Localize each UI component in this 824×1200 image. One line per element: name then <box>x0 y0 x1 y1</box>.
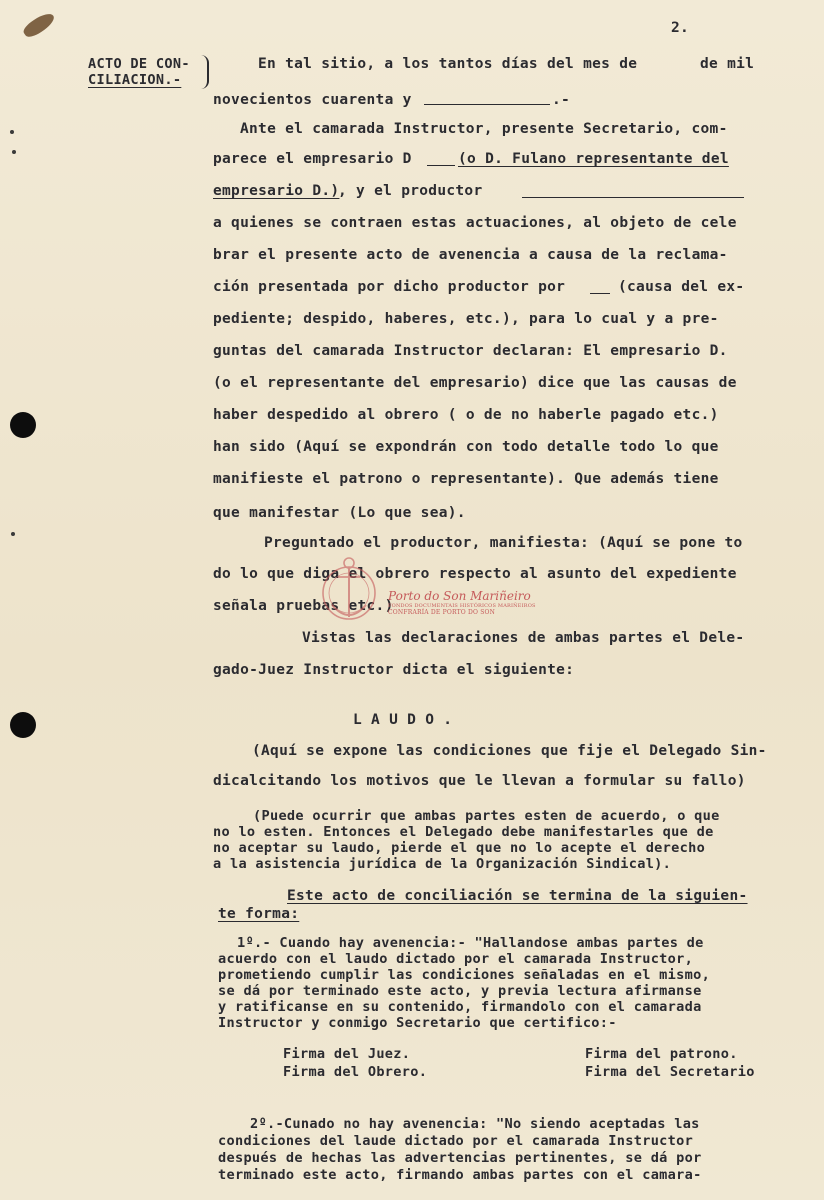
body-line: manifieste el patrono o representante). Que además tiene <box>213 471 719 487</box>
body-line: novecientos cuarenta y <box>213 92 412 108</box>
signature-secretario: Firma del Secretario <box>585 1064 755 1080</box>
blank-field <box>424 92 550 105</box>
body-line: pediente; despido, haberes, etc.), para lo cual y a pre- <box>213 311 719 327</box>
item1-line: prometiendo cumplir las condiciones señaladas en el mismo, <box>218 967 711 983</box>
punch-hole-bottom <box>10 712 36 738</box>
body-line: gado-Juez Instructor dicta el siguiente: <box>213 662 575 678</box>
body-line: (o D. Fulano representante del <box>458 151 729 167</box>
ink-stain <box>21 10 57 41</box>
item1-line: se dá por terminado este acto, y previa lectura afirmanse <box>218 983 702 999</box>
item1-line: Instructor y conmigo Secretario que certifico:- <box>218 1015 617 1031</box>
item1-line: y ratificanse en su contenido, firmandolo con el camarada <box>218 999 702 1015</box>
body-line: Vistas las declaraciones de ambas partes el Dele- <box>302 630 745 646</box>
punch-hole-top <box>10 412 36 438</box>
laudo-line: dicalcitando los motivos que le llevan a formular su fallo) <box>213 773 746 789</box>
body-line: En tal sitio, a los tantos días del mes de <box>258 56 638 72</box>
signature-obrero: Firma del Obrero. <box>283 1064 428 1080</box>
signature-juez: Firma del Juez. <box>283 1046 411 1062</box>
body-line: parece el empresario D <box>213 151 412 167</box>
page-number: 2. <box>671 20 690 36</box>
archive-watermark: Porto do Son Mariñeiro FONDOS DOCUMENTAIS HISTÓRICOS MARIÑEIROS CONFRARÍA DE PORTO DO SON <box>388 589 536 616</box>
body-line: que manifestar (Lo que sea). <box>213 505 466 521</box>
body-line: a quienes se contraen estas actuaciones, al objeto de cele <box>213 215 737 231</box>
body-line: do lo que diga el obrero respecto al asunto del expediente <box>213 566 737 582</box>
note-line: no aceptar su laudo, pierde el que no lo acepte el derecho <box>213 840 706 856</box>
blank-field <box>522 185 744 198</box>
body-line: (o el representante del empresario) dice que las causas de <box>213 375 737 391</box>
body-line: .- <box>552 92 571 108</box>
item2-line: condiciones del laude dictado por el camarada Instructor <box>218 1133 694 1149</box>
paper-speck <box>12 150 16 154</box>
margin-brace <box>197 55 209 89</box>
body-line: Ante el camarada Instructor, presente Secretario, com- <box>240 121 728 137</box>
item2-line: después de hechas las advertencias pertinentes, se dá por <box>218 1150 702 1166</box>
item1-line: 1º.- Cuando hay avenencia:- "Hallandose ambas partes de <box>237 935 704 951</box>
margin-heading-line1: ACTO DE CON- <box>88 56 190 72</box>
paper-speck <box>11 532 15 536</box>
body-line: Preguntado el productor, manifiesta: (Aquí se pone to <box>264 535 743 551</box>
item2-line: 2º.-Cunado no hay avenencia: "No siendo aceptadas las <box>250 1116 700 1132</box>
blank-field <box>590 281 610 294</box>
body-line: de mil <box>700 56 755 72</box>
signature-patrono: Firma del patrono. <box>585 1046 738 1062</box>
blank-field <box>427 153 455 166</box>
laudo-line: (Aquí se expone las condiciones que fije el Delegado Sin- <box>252 743 767 759</box>
body-line: ción presentada por dicho productor por <box>213 279 566 295</box>
laudo-title: L A U D O . <box>353 712 453 728</box>
body-line: , y el productor <box>338 183 483 199</box>
note-line: no lo esten. Entonces el Delegado debe manifestarles que de <box>213 824 714 840</box>
body-line: (causa del ex- <box>618 279 745 295</box>
anchor-stamp-icon <box>318 553 380 629</box>
body-line: han sido (Aquí se expondrán con todo detalle todo lo que <box>213 439 719 455</box>
body-line: haber despedido al obrero ( o de no haberle pagado etc.) <box>213 407 719 423</box>
note-line: (Puede ocurrir que ambas partes esten de acuerdo, o que <box>253 808 720 824</box>
termination-line: Este acto de conciliación se termina de la siguien- <box>287 888 748 904</box>
paper-speck <box>10 130 14 134</box>
body-line: brar el presente acto de avenencia a causa de la reclama- <box>213 247 728 263</box>
item1-line: acuerdo con el laudo dictado por el camarada Instructor, <box>218 951 694 967</box>
item2-line: terminado este acto, firmando ambas partes con el camara- <box>218 1167 702 1183</box>
margin-heading-line2: CILIACION.- <box>88 72 182 88</box>
body-line: guntas del camarada Instructor declaran: El empresario D. <box>213 343 728 359</box>
body-line: empresario D.) <box>213 183 340 199</box>
note-line: a la asistencia jurídica de la Organización Sindical). <box>213 856 672 872</box>
termination-line: te forma: <box>218 906 300 922</box>
body-line: señala pruebas etc.) <box>213 598 394 614</box>
